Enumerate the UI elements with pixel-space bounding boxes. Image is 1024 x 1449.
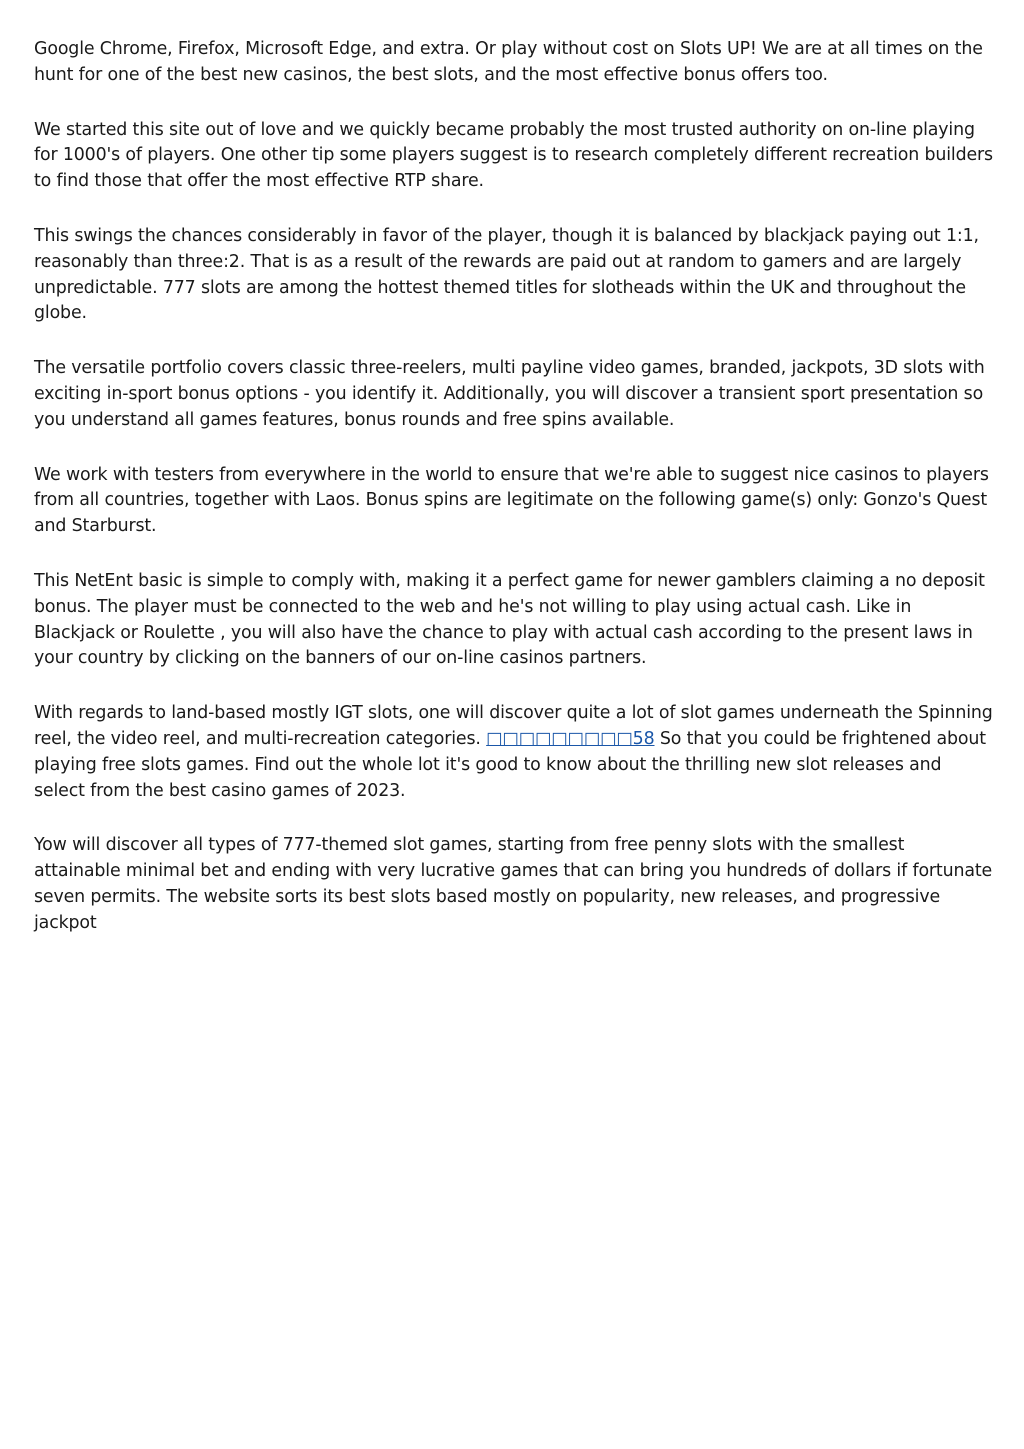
paragraph: We started this site out of love and we quickly became probably the most trusted authority on on-line playing for 1000's of players. One other tip some players suggest is to research completely different recreation builders to find those that offer the most effective RTP share.: [34, 119, 993, 192]
paragraph: Google Chrome, Firefox, Microsoft Edge, and extra. Or play without cost on Slots UP! We are at all times on the hunt for one of the best new casinos, the best slots, and the most effective bonus offers too.: [34, 39, 983, 85]
paragraph: Yow will discover all types of 777-themed slot games, starting from free penny slots with the smallest attainable minimal bet and ending with very lucrative games that can bring you hundreds of dollars if fortunate seven permits. The website sorts its best slots based mostly on popularity, new releases, and progressive jackpot: [34, 835, 993, 933]
paragraph: This NetEnt basic is simple to comply with, making it a perfect game for newer gamblers claiming a no deposit bonus. The player must be connected to the web and he's not willing to play using actual cash. Like in Blackjack or Roulette , you will also have the chance to play with actual cash according to the present laws in your country by clicking on the banners of our on-line casinos partners.: [34, 570, 985, 669]
inline-link[interactable]: □□□□□□□□□58: [486, 728, 655, 749]
paragraph: This swings the chances considerably in favor of the player, though it is balanced by blackjack paying out 1:1, reasonably than three:2. That is as a result of the rewards are paid out at random to gamers and are largely unpredictable. 777 slots are among the hottest themed titles for slotheads within the UK and throughout the globe.: [34, 225, 979, 324]
paragraph-text: So that you could be frightened about playing free slots games. Find out the whole lot it's good to know about the thrilling new slot releases and select from the best casino games of 2023.: [34, 728, 986, 801]
paragraph: We work with testers from everywhere in the world to ensure that we're able to suggest nice casinos to players from all countries, together with Laos. Bonus spins are legitimate on the following game(s) only: Gonzo's Quest and Starburst.: [34, 464, 989, 537]
paragraph-text: With regards to land-based mostly IGT slots, one will discover quite a lot of slot games underneath the Spinning reel, the video reel, and multi-recreation categories.: [34, 703, 993, 749]
paragraph-with-link: [34, 701, 994, 804]
document-body: [34, 37, 994, 966]
paragraph: The versatile portfolio covers classic three-reelers, multi payline video games, branded, jackpots, 3D slots with exciting in-sport bonus options - you identify it. Additionally, you will discover a transient sport presentation so you understand all games features, bonus rounds and free spins available.: [34, 358, 985, 430]
